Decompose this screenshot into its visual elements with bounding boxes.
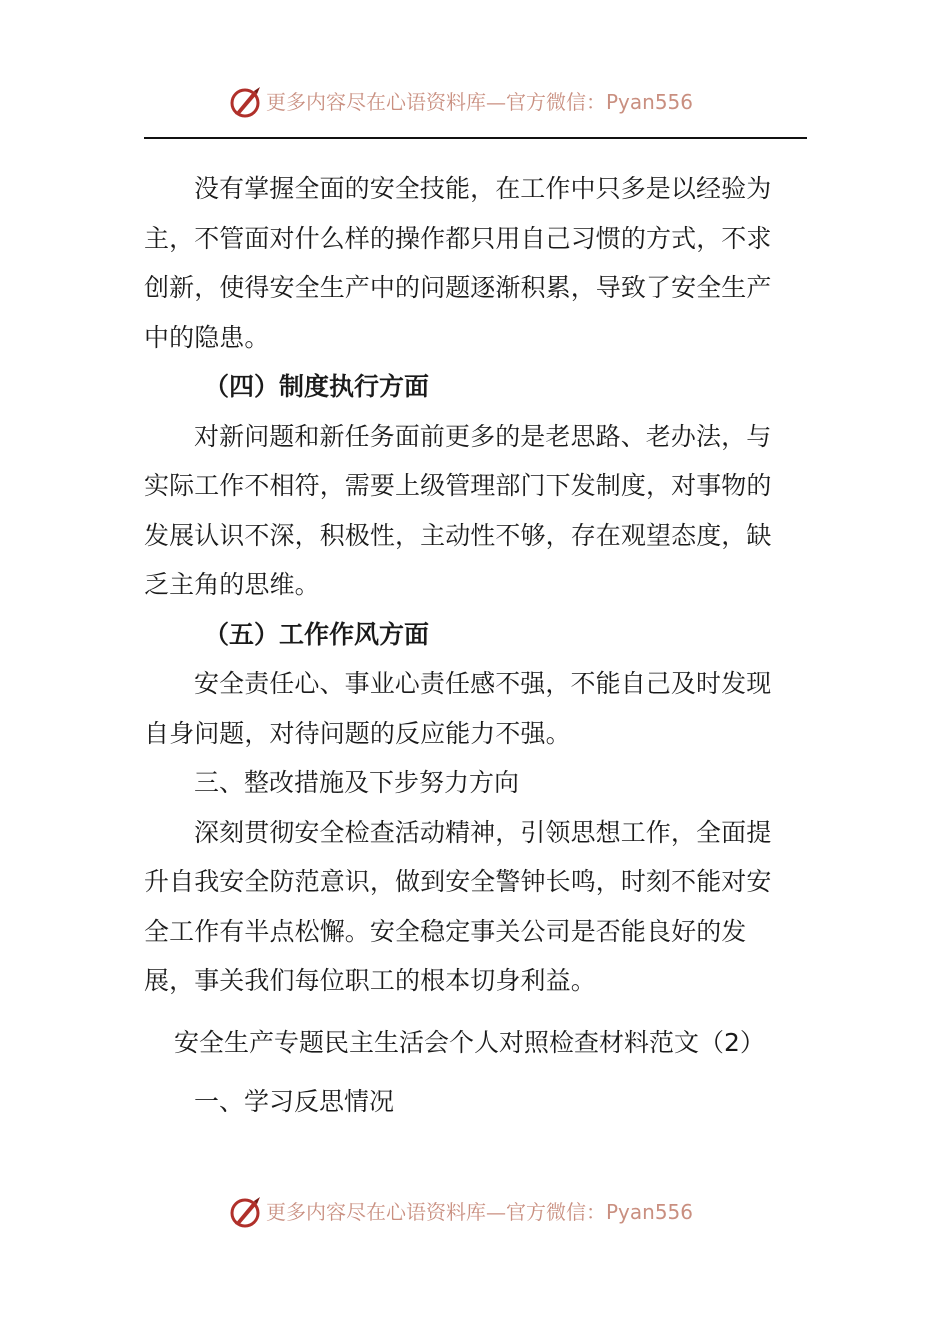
document-title-2: 安全生产专题民主生活会个人对照检查材料范文（2）	[174, 1027, 765, 1057]
paragraph-work-style: 安全责任心、事业心责任感不强，不能自己及时发现自身问题，对待问题的反应能力不强。	[144, 669, 772, 748]
section-heading-study-reflection: 一、学习反思情况	[194, 1087, 395, 1116]
section-heading-system-execution: （四）制度执行方面	[204, 372, 430, 401]
banner-label: 更多内容尽在心语资料库—官方微信：	[266, 90, 606, 114]
quill-logo-icon	[227, 84, 263, 120]
paragraph-rectification: 深刻贯彻安全检查活动精神，引领思想工作，全面提升自我安全防范意识，做到安全警钟长鸣，时刻不能对安全工作有半点松懈。安全稳定事关公司是否能良好的发展，事关我们每位职工的根本切身利益。	[144, 817, 772, 995]
paragraph-skills: 没有掌握全面的安全技能，在工作中只多是以经验为主，不管面对什么样的操作都只用自己习惯的方式，不求创新，使得安全生产中的问题逐渐积累，导致了安全生产中的隐患。	[144, 174, 772, 352]
banner-wechat-id: Pyan556	[606, 90, 694, 114]
document-body	[144, 164, 794, 1127]
section-heading-work-style: （五）工作作风方面	[204, 619, 430, 649]
header-banner	[0, 82, 950, 126]
quill-logo-icon	[227, 1194, 263, 1230]
footer-banner	[0, 1192, 950, 1236]
banner-label: 更多内容尽在心语资料库—官方微信：	[266, 1200, 606, 1224]
banner-text	[266, 1198, 693, 1226]
header-divider	[144, 137, 807, 139]
banner-text	[266, 88, 693, 116]
section-heading-rectification: 三、整改措施及下步努力方向	[194, 768, 520, 797]
paragraph-system-execution: 对新问题和新任务面前更多的是老思路、老办法，与实际工作不相符，需要上级管理部门下发制度，对事物的发展认识不深，积极性，主动性不够，存在观望态度，缺乏主角的思维。	[144, 421, 772, 599]
banner-wechat-id: Pyan556	[606, 1200, 694, 1224]
